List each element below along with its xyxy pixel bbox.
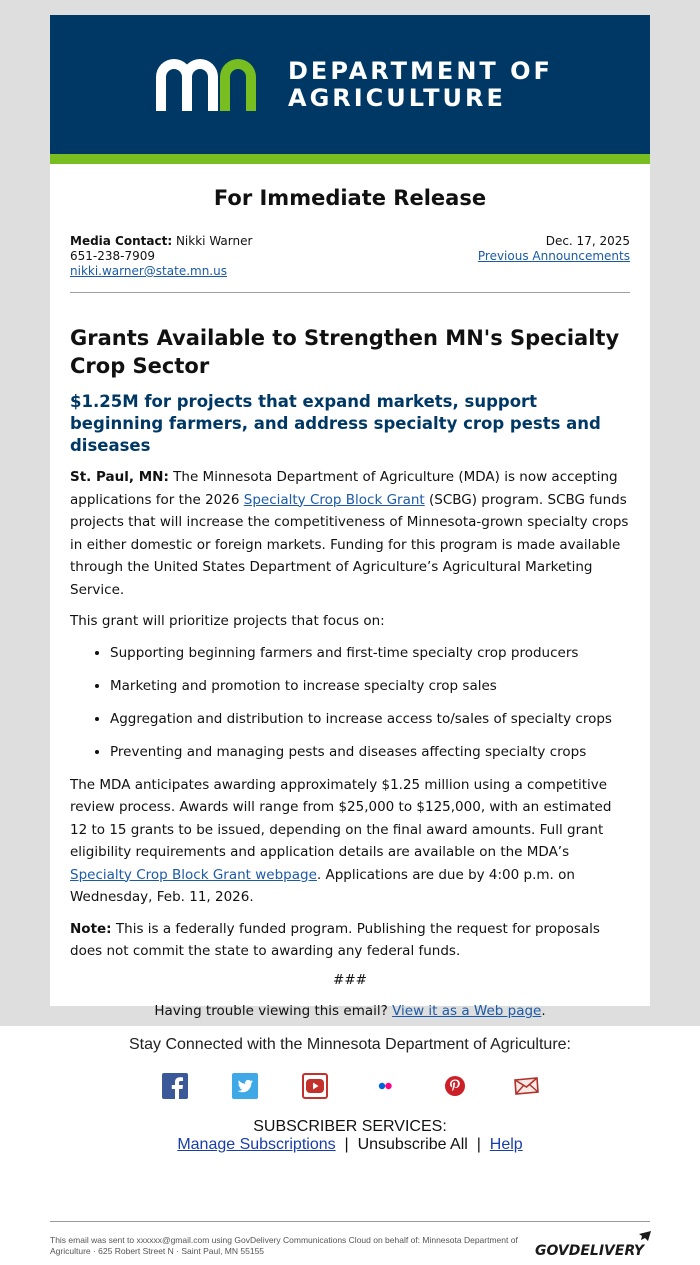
awards-text-b: . Applications are due by 4:00 p.m. on Wednesday, Feb. 11, 2026.: [70, 866, 575, 905]
end-mark: ###: [333, 971, 367, 988]
trouble-end: .: [541, 1003, 546, 1019]
logo-line-1: DEPARTMENT OF: [288, 57, 553, 85]
note-label: Note:: [70, 920, 112, 937]
social-icons: [0, 1073, 700, 1099]
subscriber-links: [0, 1136, 700, 1154]
accent-bar: [50, 154, 650, 164]
list-item: • Preventing and managing pests and diseases affecting specialty crops: [110, 741, 630, 764]
paragraph-priorities: This grant will prioritize projects that focus on:: [70, 613, 385, 629]
previous-announcements-link[interactable]: Previous Announcements: [477, 249, 630, 263]
fine-print: This email was sent to xxxxxx@gmail.com using GovDelivery Communications Cloud on behalf of: Minnesota Department of Agriculture · 625 Robert Street N · Saint Paul, MN 55155: [50, 1235, 518, 1256]
scbg-webpage-link[interactable]: Specialty Crop Block Grant webpage: [70, 866, 317, 883]
pinterest-icon[interactable]: [442, 1073, 468, 1099]
logo-line-2: AGRICULTURE: [288, 84, 506, 112]
paragraph-awards: [70, 774, 630, 909]
list-item: • Supporting beginning farmers and first-time specialty crop producers: [110, 642, 630, 665]
article-body: [50, 324, 650, 1023]
separator: |: [335, 1136, 358, 1153]
twitter-icon[interactable]: [232, 1073, 258, 1099]
manage-subscriptions-link[interactable]: Manage Subscriptions: [177, 1136, 336, 1153]
contact-name: Nikki Warner: [172, 234, 253, 248]
footer-divider: [50, 1221, 650, 1222]
trouble-text: Having trouble viewing this email?: [154, 1003, 393, 1019]
view-web-page-link[interactable]: View it as a Web page: [392, 1003, 542, 1019]
note-text: This is a federally funded program. Publishing the request for proposals does not commit the state to awarding any federal funds.: [70, 920, 600, 959]
youtube-icon[interactable]: [302, 1073, 328, 1099]
stay-connected-text: Stay Connected with the Minnesota Department of Agriculture:: [128, 1036, 571, 1053]
govdelivery-logo-icon[interactable]: [535, 1230, 653, 1260]
headline: Grants Available to Strengthen MN's Specialty Crop Sector: [70, 326, 620, 378]
subscriber-services-title: SUBSCRIBER SERVICES:: [253, 1118, 447, 1135]
priority-list: [70, 642, 630, 764]
email-icon[interactable]: [512, 1073, 538, 1099]
paragraph-intro: [70, 466, 630, 601]
facebook-icon[interactable]: [162, 1073, 188, 1099]
contact-phone: 651-238-7909: [70, 249, 156, 263]
govdelivery-logo-text: GOVDELIVERY: [535, 1243, 645, 1259]
flickr-icon[interactable]: [372, 1073, 398, 1099]
contact-email-link[interactable]: nikki.warner@state.mn.us: [70, 264, 227, 278]
separator: |: [467, 1136, 490, 1153]
contact-block: [70, 234, 630, 292]
view-web-line: [70, 1000, 630, 1023]
contact-label: Media Contact:: [70, 234, 173, 248]
header-banner: [50, 15, 650, 154]
paragraph-note: [70, 918, 630, 963]
department-logo-text: [288, 58, 553, 112]
release-title: For Immediate Release: [213, 186, 487, 210]
mn-logo-icon: [156, 59, 274, 111]
email-card: [50, 15, 650, 1019]
intro-text-a: The Minnesota Department of Agriculture (MDA) is now accepting applications for the 2026: [70, 469, 618, 508]
scbg-link[interactable]: Specialty Crop Block Grant: [243, 491, 425, 508]
unsubscribe-all-link[interactable]: Unsubscribe All: [357, 1136, 468, 1153]
list-item: • Aggregation and distribution to increase access to/sales of specialty crops: [110, 708, 630, 731]
release-date: Dec. 17, 2025: [545, 234, 630, 248]
date-block: [478, 234, 630, 264]
awards-text-a: The MDA anticipates awarding approximately $1.25 million using a competitive review process. Awards will range from $25,000 to $125,000, with an estimated 12 to 15 grants to be issued, depending on the final award amounts. Full grant eligibility requirements and application details are available on the MDA’s: [70, 776, 612, 860]
divider: [70, 292, 630, 293]
help-link[interactable]: Help: [489, 1136, 523, 1153]
subheadline: $1.25M for projects that expand markets, support beginning farmers, and address specialty crop pests and diseases: [70, 392, 601, 455]
list-item: • Marketing and promotion to increase specialty crop sales: [110, 675, 630, 698]
media-contact: [70, 234, 252, 279]
dateline: St. Paul, MN:: [70, 469, 169, 485]
intro-text-b: (SCBG) program. SCBG funds projects that will increase the competitiveness of Minnesota-grown specialty crops in either domestic or foreign markets. Funding for this program is made available through the United States Department of Agriculture’s Agricultural Marketing Service.: [70, 491, 629, 598]
footer: [0, 1026, 700, 1259]
